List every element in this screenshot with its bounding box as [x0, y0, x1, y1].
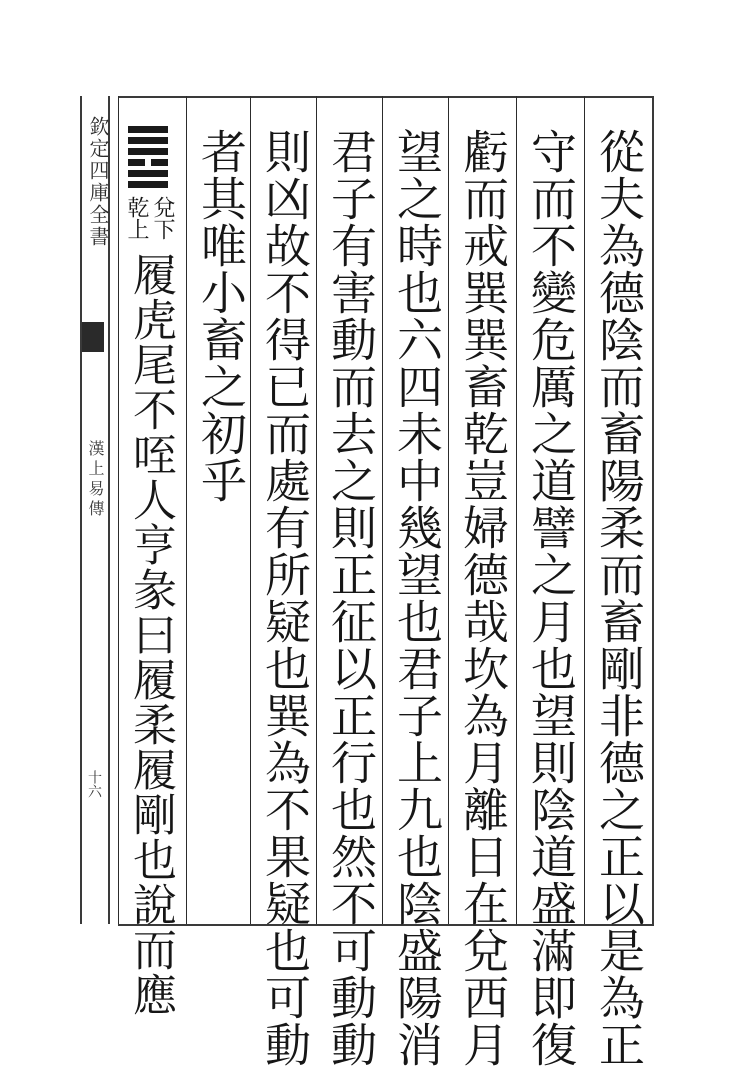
lower-trigram-label: 兌下 [150, 196, 175, 240]
text-column-3: 虧而戒巽巽畜乾豈婦德哉坎為月離日在兌西月 [456, 128, 510, 1068]
column-rule [516, 96, 517, 924]
text-column-4: 望之時也六四未中幾望也君子上九也陰盛陽消 [390, 128, 444, 1068]
text-column-1: 從夫為德陰而畜陽柔而畜剛非德之正以是為正 [592, 128, 646, 1068]
hexagram-figure [128, 126, 168, 192]
column-rule [250, 96, 251, 924]
running-title: 漢上易傳 [86, 440, 105, 520]
text-column-7: 者其唯小畜之初乎 [194, 128, 248, 504]
text-column-5: 君子有害動而去之則正征以正行也然不可動動 [324, 128, 378, 1068]
text-column-6: 則凶故不得已而處有所疑也巽為不果疑也可動 [258, 128, 312, 1068]
column-rule [186, 96, 187, 924]
fishtail-mark [82, 322, 104, 352]
text-column-2: 守而不變危厲之道譬之月也望則陰道盛滿即復 [524, 128, 578, 1068]
book-title: 欽定四庫全書 [86, 116, 110, 248]
upper-trigram-label: 乾上 [124, 196, 149, 240]
column-rule [584, 96, 585, 924]
page-number: 十六 [86, 770, 102, 798]
column-rule [382, 96, 383, 924]
column-rule [118, 96, 119, 924]
column-rule [316, 96, 317, 924]
hexagram-text: 履虎尾不咥人亨彖曰履柔履剛也說而應 [125, 252, 176, 1017]
column-rule [448, 96, 449, 924]
